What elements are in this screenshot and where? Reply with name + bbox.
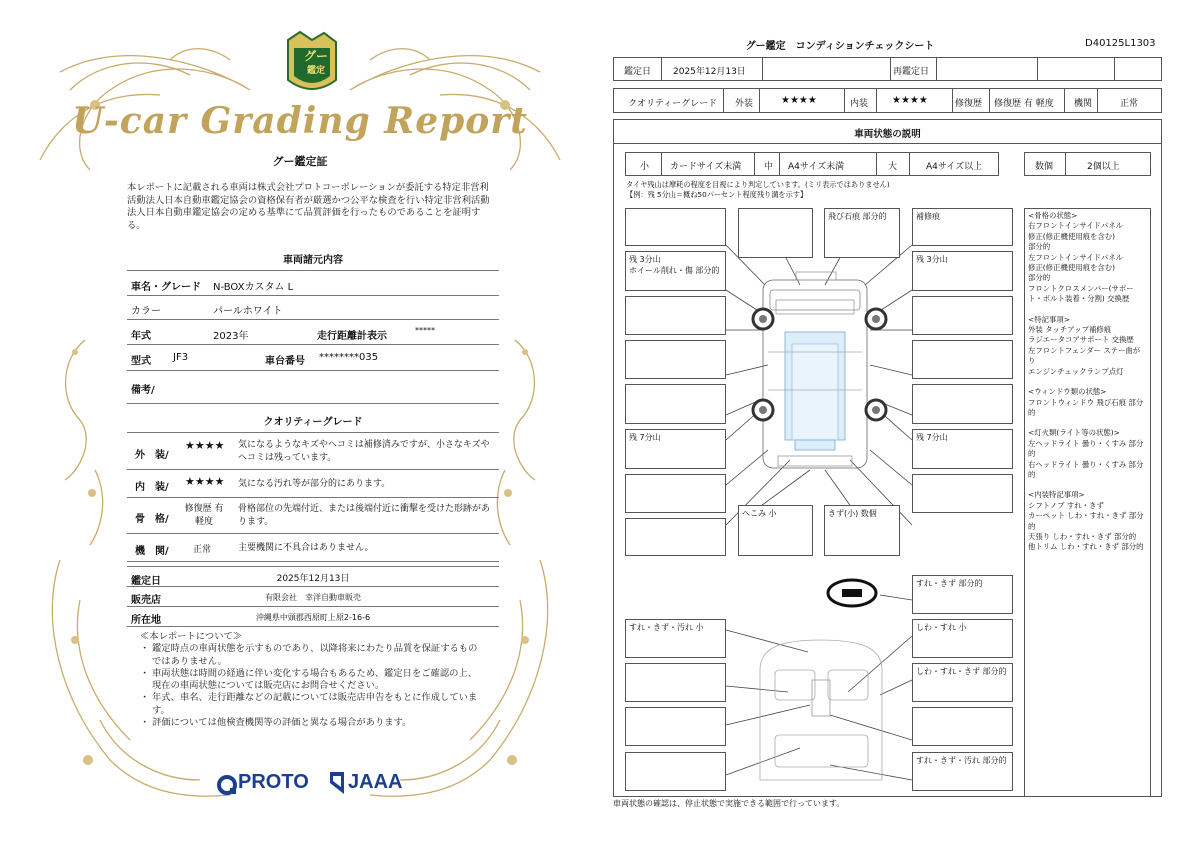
condition-cell-left-rear-tire: 残 7分山: [625, 429, 726, 469]
interior-stars: ★★★★: [185, 475, 225, 488]
size-label: 数個: [1035, 162, 1054, 172]
size-label: 小: [640, 162, 650, 172]
condition-cell-windshield: 飛び石痕 部分的: [824, 208, 900, 258]
note-line: 他トリム しわ・すれ・きず 部分的: [1028, 542, 1144, 552]
certificate-title: グー鑑定証: [272, 155, 328, 168]
report-notes: ≪本レポートについて≫ ・ 鑑定時点の車両状態を示すものであり、以降将来にわたり品質を保証するものではありません。 ・ 車両状態は時間の経過に伴い変化する場合もあるため、鑑定日をご確認の上、現在の車両状態については販売店にお問合せください。 ・ 年式、車名、走行距離などの記載については販売店申告をもとに作成しています。 ・ 評価については他検査機関等の評価と異なる場合があります。: [140, 631, 485, 729]
note-line: 修正(修正機使用痕を含む): [1028, 231, 1116, 241]
note-line: [1028, 377, 1147, 387]
size-desc: A4サイズ以上: [926, 162, 983, 172]
spec-label: 備考/: [131, 385, 155, 396]
condition-cell-interior-left: すれ・きず・汚れ 小: [625, 619, 726, 658]
emblem-line2: 鑑定: [306, 66, 325, 76]
condition-cell: [625, 518, 726, 556]
quality-desc: 骨格部位の先端付近、または後端付近に衝撃を受けた形跡があります。: [238, 504, 491, 527]
appraisal-value: 沖縄県中頭郡西原町上原2-16-6: [255, 613, 371, 622]
spec-label: 型式: [131, 356, 151, 367]
condition-cell-rear-right: きず(小) 数個: [824, 505, 900, 556]
divider: [613, 143, 1162, 144]
note-line: [1028, 418, 1147, 428]
condition-cell: [625, 474, 726, 513]
spec-row-year: [127, 320, 499, 345]
emblem-line1: グー: [303, 49, 328, 63]
condition-cell: [625, 707, 726, 746]
note-line: エンジンチェックランプ点灯: [1028, 366, 1124, 376]
condition-cell-steering: すれ・きず 部分的: [912, 575, 1013, 614]
condition-cell-right-rear-tire: 残 7分山: [912, 429, 1013, 469]
steering-wheel-icon: [828, 580, 876, 606]
note-line: <骨格の状態>: [1028, 211, 1078, 220]
quality-value: 修復歴 有 軽度: [184, 504, 224, 527]
certificate-body: 本レポートに記載される車両は株式会社プロトコーポレーションが委託する特定非営利活動法人日本自動車鑑定協会の資格保有者が厳選かつ公平な検査を行い特定非営利活動法人日本自動車鑑定協会の定める基準にて品質評価を行ったものであることを証明する。: [127, 182, 490, 231]
count-legend: [1024, 152, 1151, 176]
doc-id: D40125L1303: [1085, 38, 1156, 49]
spec-label: 年式: [131, 331, 151, 342]
header-value: 2025年12月13日: [673, 67, 746, 77]
grade-value: 修復歴 有 軽度: [994, 99, 1054, 109]
size-legend: [625, 152, 999, 176]
note-line: フロントウィンドウ 飛び石痕 部分的: [1028, 397, 1144, 417]
condition-cell: [912, 707, 1013, 746]
spec-label: 車台番号: [265, 356, 305, 367]
quality-row-interior: [127, 470, 499, 498]
grade-value: 正常: [1120, 99, 1139, 109]
quality-label: 機 関/: [135, 546, 169, 557]
note-item: 評価については他検査機関等の評価と異なる場合があります。: [152, 717, 412, 729]
appraisal-label: 所在地: [131, 615, 161, 626]
spec-label: カラー: [131, 306, 161, 317]
appraisal-label: 鑑定日: [131, 576, 161, 587]
spec-value: N-BOXカスタム L: [213, 282, 294, 293]
note-line: 部分的: [1028, 242, 1051, 252]
header-label: 再鑑定日: [893, 67, 930, 77]
condition-cell: [738, 208, 813, 258]
note-line: 左フロントインサイドパネル: [1028, 252, 1124, 262]
header-label: 鑑定日: [624, 67, 652, 77]
note-line: <内装特記事項>: [1028, 490, 1085, 500]
note-line: 部分的: [1028, 273, 1051, 283]
condition-cell-interior-right-mid: しわ・すれ・きず 部分的: [912, 663, 1013, 702]
note-line: 修正(修正機使用痕を含む): [1028, 263, 1116, 273]
sheet-title: グー鑑定 コンディションチェックシート: [745, 41, 935, 52]
tire-note: タイヤ残山は摩耗の程度を目視により判定しています。(ミリ表示ではありません): [626, 180, 890, 189]
divider: [127, 270, 499, 271]
note-line: 右ヘッドライト 曇り・くすみ 部分的: [1028, 459, 1144, 479]
quality-row-frame: [127, 498, 499, 534]
grade-label: 内装: [850, 99, 869, 109]
jaaa-logo-icon: [328, 770, 346, 796]
note-line: <灯火類(ライト等の状態)>: [1028, 428, 1120, 438]
proto-logo: PROTO: [238, 771, 309, 793]
note-line: [1028, 480, 1147, 490]
grade-label: 外装: [735, 99, 754, 109]
spec-row-model: [127, 345, 499, 371]
note-line: シフトノブ すれ・きず: [1028, 500, 1104, 510]
spec-value: 2023年: [213, 331, 249, 342]
size-desc: A4サイズ未満: [788, 162, 845, 172]
condition-notes: [1024, 208, 1151, 797]
condition-cell: [625, 384, 726, 424]
quality-label: 内 装/: [135, 482, 169, 493]
quality-row-exterior: [127, 434, 499, 470]
exterior-stars: ★★★★: [185, 439, 225, 452]
appraisal-row-shop: [127, 587, 499, 607]
spec-row-name: [127, 272, 499, 296]
tire-note: 【例：残 5分山＝概ね50パーセント程度残り溝を示す】: [626, 190, 808, 199]
note-line: [1028, 305, 1147, 315]
size-label: 大: [888, 162, 898, 172]
quality-desc: 気になる汚れ等が部分的にあります。: [238, 479, 391, 489]
quality-label: 骨 格/: [135, 514, 169, 525]
note-item: 車両状態は時間の経過に伴い変化する場合もあるため、鑑定日をご確認の上、現在の車両状態については販売店にお問合せください。: [152, 667, 478, 692]
proto-logo-icon: [216, 774, 238, 796]
spec-value: JF3: [173, 352, 189, 363]
condition-cell: [625, 208, 726, 246]
grade-row: [613, 88, 1162, 113]
spec-label: 走行距離計表示: [317, 331, 387, 342]
condition-cell-top-right: 補修痕: [912, 208, 1013, 246]
quality-row-engine: [127, 534, 499, 562]
spec-row-remarks: [127, 371, 499, 404]
condition-cell: [912, 384, 1013, 424]
note-line: <ウィンドウ類の状態>: [1028, 387, 1107, 397]
grade-stars: ★★★★: [892, 95, 928, 106]
appraisal-value: 有限会社 幸洋自動車販売: [265, 593, 361, 602]
condition-cell: [912, 296, 1013, 335]
condition-cell-right-front-tire: 残 3分山: [912, 251, 1013, 291]
condition-title: 車両状態の説明: [854, 129, 921, 140]
size-desc: 2個以上: [1087, 162, 1120, 172]
condition-cell-rear-left: へこみ 小: [738, 505, 813, 556]
appraisal-label: 販売店: [131, 595, 161, 606]
note-line: フロントクロスメンバー(サポート・ボルト装着・分割) 交換歴: [1028, 283, 1134, 304]
appraisal-row-date: [127, 566, 499, 587]
note-line: 右フロントインサイドパネル: [1028, 221, 1124, 231]
spec-value: ********035: [319, 352, 379, 363]
appraisal-value: 2025年12月13日: [276, 574, 350, 584]
note-line: 左フロントフェンダー ステー曲がり: [1028, 345, 1141, 366]
jaaa-logo: JAAA: [348, 771, 403, 793]
grade-stars: ★★★★: [781, 95, 817, 106]
condition-cell: [625, 296, 726, 335]
quality-title: クオリティーグレード: [263, 417, 363, 428]
condition-cell: [625, 663, 726, 702]
size-desc: カードサイズ未満: [670, 162, 742, 172]
spec-value: パールホワイト: [213, 306, 283, 317]
spec-value: *****: [415, 326, 435, 335]
specs-title: 車両諸元内容: [283, 255, 343, 266]
quality-desc: 主要機関に不具合はありません。: [238, 543, 374, 553]
sheet-footer: 車両状態の確認は、停止状態で実施できる範囲で行っています。: [613, 799, 845, 808]
condition-cell: [625, 340, 726, 379]
header-row: [613, 57, 1162, 81]
notes-title: ≪本レポートについて≫: [140, 631, 243, 642]
condition-cell: [912, 474, 1013, 513]
grade-label: 修復歴: [955, 99, 983, 109]
grade-label: クオリティーグレード: [628, 99, 718, 109]
note-line: 外装 タッチアップ補修痕: [1028, 325, 1112, 335]
note-item: 鑑定時点の車両状態を示すものであり、以降将来にわたり品質を保証するものではありません。: [152, 643, 478, 667]
note-line: 天張り しわ・すれ・きず 部分的: [1028, 531, 1137, 541]
note-line: ラジエータコアサポート 交換歴: [1028, 335, 1134, 345]
condition-cell: [625, 752, 726, 791]
divider: [127, 432, 499, 433]
quality-label: 外 装/: [135, 450, 169, 461]
note-line: 左ヘッドライト 曇り・くすみ 部分的: [1028, 438, 1144, 459]
size-label: 中: [764, 162, 774, 172]
condition-cell: [912, 340, 1013, 379]
note-line: カーペット しわ・すれ・きず 部分的: [1028, 511, 1144, 531]
grade-label: 機関: [1074, 99, 1093, 109]
appraisal-row-address: [127, 607, 499, 627]
condition-cell-interior-right: しわ・すれ 小: [912, 619, 1013, 658]
condition-cell-interior-right-bottom: すれ・きず・汚れ 部分的: [912, 752, 1013, 791]
spec-row-color: [127, 296, 499, 320]
condition-cell-left-front-tire: 残 3分山 ホイール削れ・傷 部分的: [625, 251, 726, 291]
quality-value: 正常: [193, 545, 212, 555]
script-title: U-car Grading Report: [72, 100, 528, 142]
spec-label: 車名・グレード: [131, 282, 201, 293]
note-line: <特記事項>: [1028, 314, 1070, 324]
note-item: 年式、車名、走行距離などの記載については販売店申告をもとに作成しています。: [152, 692, 478, 716]
quality-desc: 気になるようなキズやヘコミは補修済みですが、小さなキズやヘコミは残っています。: [238, 440, 490, 463]
